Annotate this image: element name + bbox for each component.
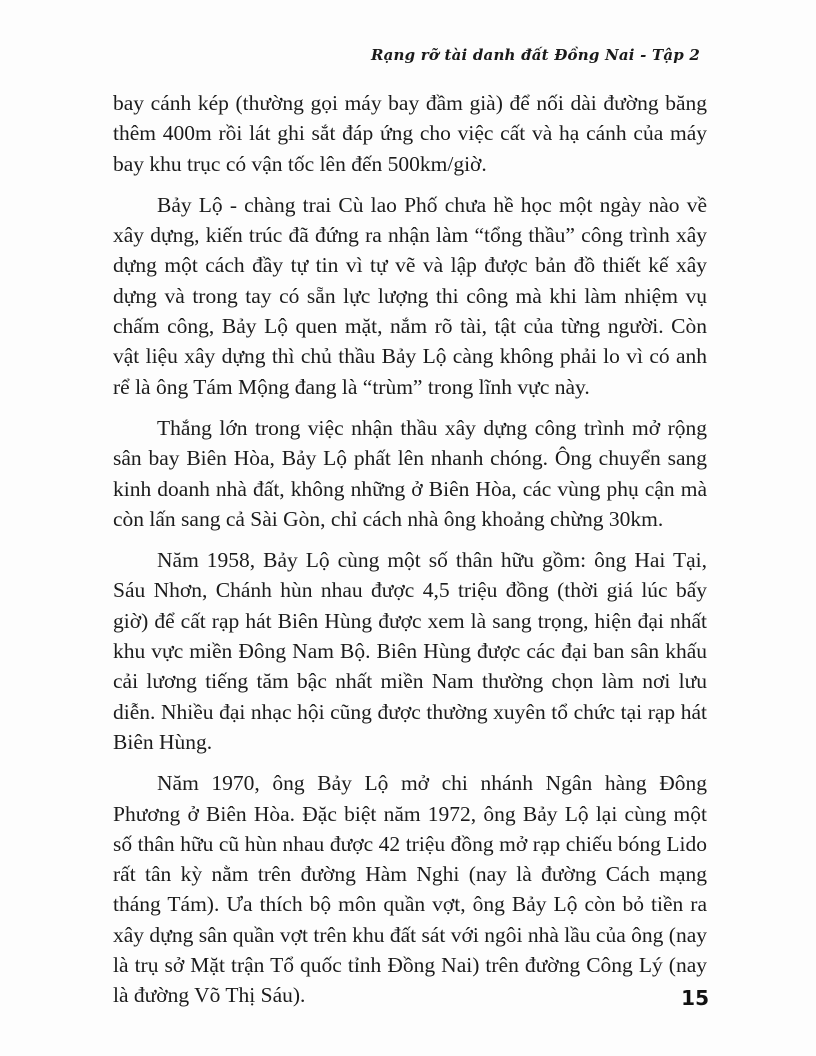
paragraph-1: bay cánh kép (thường gọi máy bay đầm già) để nối dài đường băng thêm 400m rồi lát ghi sắt đáp ứng cho việc cất và hạ cánh của máy bay khu trục có vận tốc lên đến 500km/giờ. <box>113 91 707 176</box>
running-header-title: Rạng rỡ tài danh đất Đồng Nai - Tập 2 <box>370 46 700 64</box>
paragraph-3: Thắng lớn trong việc nhận thầu xây dựng công trình mở rộng sân bay Biên Hòa, Bảy Lộ phất lên nhanh chóng. Ông chuyển sang kinh doanh nhà đất, không những ở Biên Hòa, các vùng phụ cận mà còn lấn sang cả Sài Gòn, chỉ cách nhà ông khoảng chừng 30km. <box>113 415 707 531</box>
paragraph-4: Năm 1958, Bảy Lộ cùng một số thân hữu gồm: ông Hai Tại, Sáu Nhơn, Chánh hùn nhau được 4,5 triệu đồng (thời giá lúc bấy giờ) để cất rạp hát Biên Hùng được xem là sang trọng, hiện đại nhất khu vực miền Đông Nam Bộ. Biên Hùng được các đại ban sân khấu cải lương tiếng tăm bậc nhất miền Nam thường chọn làm nơi lưu diễn. Nhiều đại nhạc hội cũng được thường xuyên tổ chức tại rạp hát Biên Hùng. <box>113 548 707 754</box>
paragraph-5: Năm 1970, ông Bảy Lộ mở chi nhánh Ngân hàng Đông Phương ở Biên Hòa. Đặc biệt năm 1972, ông Bảy Lộ lại cùng một số thân hữu cũ hùn nhau được 42 triệu đồng mở rạp chiếu bóng Lido rất tân kỳ nằm trên đường Hàm Nghi (nay là đường Cách mạng tháng Tám). Ưa thích bộ môn quần vợt, ông Bảy Lộ còn bỏ tiền ra xây dựng sân quần vợt trên khu đất sát với ngôi nhà lầu của ông (nay là trụ sở Mặt trận Tổ quốc tỉnh Đồng Nai) trên đường Công Lý (nay là đường Võ Thị Sáu). <box>113 771 707 1008</box>
body-text <box>113 88 707 1022</box>
paragraph-2: Bảy Lộ - chàng trai Cù lao Phố chưa hề học một ngày nào về xây dựng, kiến trúc đã đứng ra nhận làm “tổng thầu” công trình xây dựng một cách đầy tự tin vì tự vẽ và lập được bản đồ thiết kế xây dựng và trong tay có sẵn lực lượng thi công mà khi làm nhiệm vụ chấm công, Bảy Lộ quen mặt, nắm rõ tài, tật của từng người. Còn vật liệu xây dựng thì chủ thầu Bảy Lộ càng không phải lo vì có anh rể là ông Tám Mộng đang là “trùm” trong lĩnh vực này. <box>113 192 707 399</box>
page-number: 15 <box>681 986 709 1010</box>
